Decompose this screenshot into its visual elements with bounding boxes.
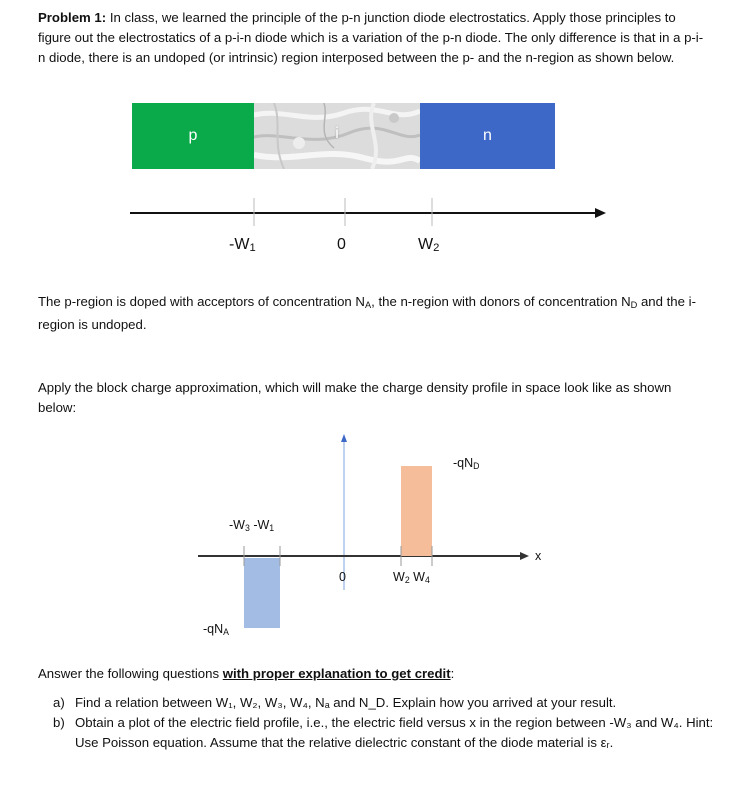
doping-sub-a: A xyxy=(364,300,372,310)
question-text: Find a relation between W₁, W₂, W₃, W₄, Nₐ and N_D. Explain how you arrived at your result. xyxy=(75,695,617,710)
w2-w4-label xyxy=(393,570,430,585)
question-list xyxy=(53,693,715,753)
answer-heading-emphasis: with proper explanation to get credit xyxy=(222,666,451,681)
x-axis-label: x xyxy=(535,549,542,563)
block-charge-description: Apply the block charge approximation, which will make the charge density profile in space look like as shown below: xyxy=(38,380,672,415)
i-region-label: i xyxy=(335,125,339,142)
axis1-left-tick-text: -W xyxy=(229,236,250,253)
answer-heading xyxy=(38,664,708,684)
axis1-left-tick-label xyxy=(229,236,256,254)
w4-label-text: W xyxy=(409,570,425,584)
position-axis xyxy=(120,190,610,240)
charge-density-plot xyxy=(190,430,550,640)
w2-label-sub: 2 xyxy=(404,575,410,585)
answer-heading-pre: Answer the following questions xyxy=(38,666,223,681)
donor-charge-label-text: -qN xyxy=(453,456,474,470)
p-region-box xyxy=(132,103,254,169)
w3-label-text: -W xyxy=(229,518,245,532)
donor-charge-label-sub: D xyxy=(473,461,480,471)
doping-sub-d: D xyxy=(630,300,638,310)
problem-statement xyxy=(38,8,708,68)
acceptor-charge-label-text: -qN xyxy=(203,622,224,636)
acceptor-charge-block xyxy=(244,558,280,628)
donor-charge-block xyxy=(401,466,432,556)
answer-heading-post: : xyxy=(450,666,455,681)
question-marker: a) xyxy=(53,695,65,710)
w1-label-text: -W xyxy=(249,518,270,532)
n-region-box xyxy=(420,103,555,169)
donor-charge-label xyxy=(453,456,479,471)
question-text: Obtain a plot of the electric field profile, i.e., the electric field versus x in the region between -W₃ and W₄. Hint: Use Poisson equation. Assume that the relative dielectric constant of the diode material is εᵣ. xyxy=(75,715,714,750)
w1-label-sub: 1 xyxy=(269,523,275,533)
axis1-right-tick-text: W xyxy=(418,236,434,253)
w3-label-sub: 3 xyxy=(244,523,250,533)
i-region-box xyxy=(254,103,420,169)
doping-text-part2: , the n-region with donors of concentration N xyxy=(371,294,631,309)
w4-label-sub: 4 xyxy=(424,575,430,585)
question-marker: b) xyxy=(53,715,65,730)
question-item xyxy=(53,713,715,753)
axis1-center-tick-label: 0 xyxy=(337,236,346,253)
n-region-label: n xyxy=(483,127,492,144)
axis1-right-tick-label xyxy=(418,236,439,254)
p-region-label: p xyxy=(188,127,198,144)
plot-zero-label: 0 xyxy=(339,570,346,584)
acceptor-charge-label xyxy=(203,622,229,637)
axis1-left-tick-sub: 1 xyxy=(249,242,256,254)
w3-w1-label xyxy=(229,518,274,533)
acceptor-charge-label-sub: A xyxy=(223,627,229,637)
w2-label-text: W xyxy=(393,570,405,584)
problem-heading: Problem 1: xyxy=(38,10,107,25)
axis1-right-tick-sub: 2 xyxy=(433,242,440,254)
doping-text-part3: and the i-region is undoped. xyxy=(38,294,696,332)
question-item xyxy=(53,693,715,713)
doping-description xyxy=(38,292,708,335)
doping-text-part1: The p-region is doped with acceptors of concentration N xyxy=(38,294,365,309)
problem-intro: In class, we learned the principle of the p-n junction diode electrostatics. Apply those principles to figure out the electrostatics of a p-i-n diode which is a variation of the p-n diode. The only difference is that in a p-i-n diode, there is an undoped (or intrinsic) region interposed between the p- and the n-region as shown below. xyxy=(38,10,704,65)
